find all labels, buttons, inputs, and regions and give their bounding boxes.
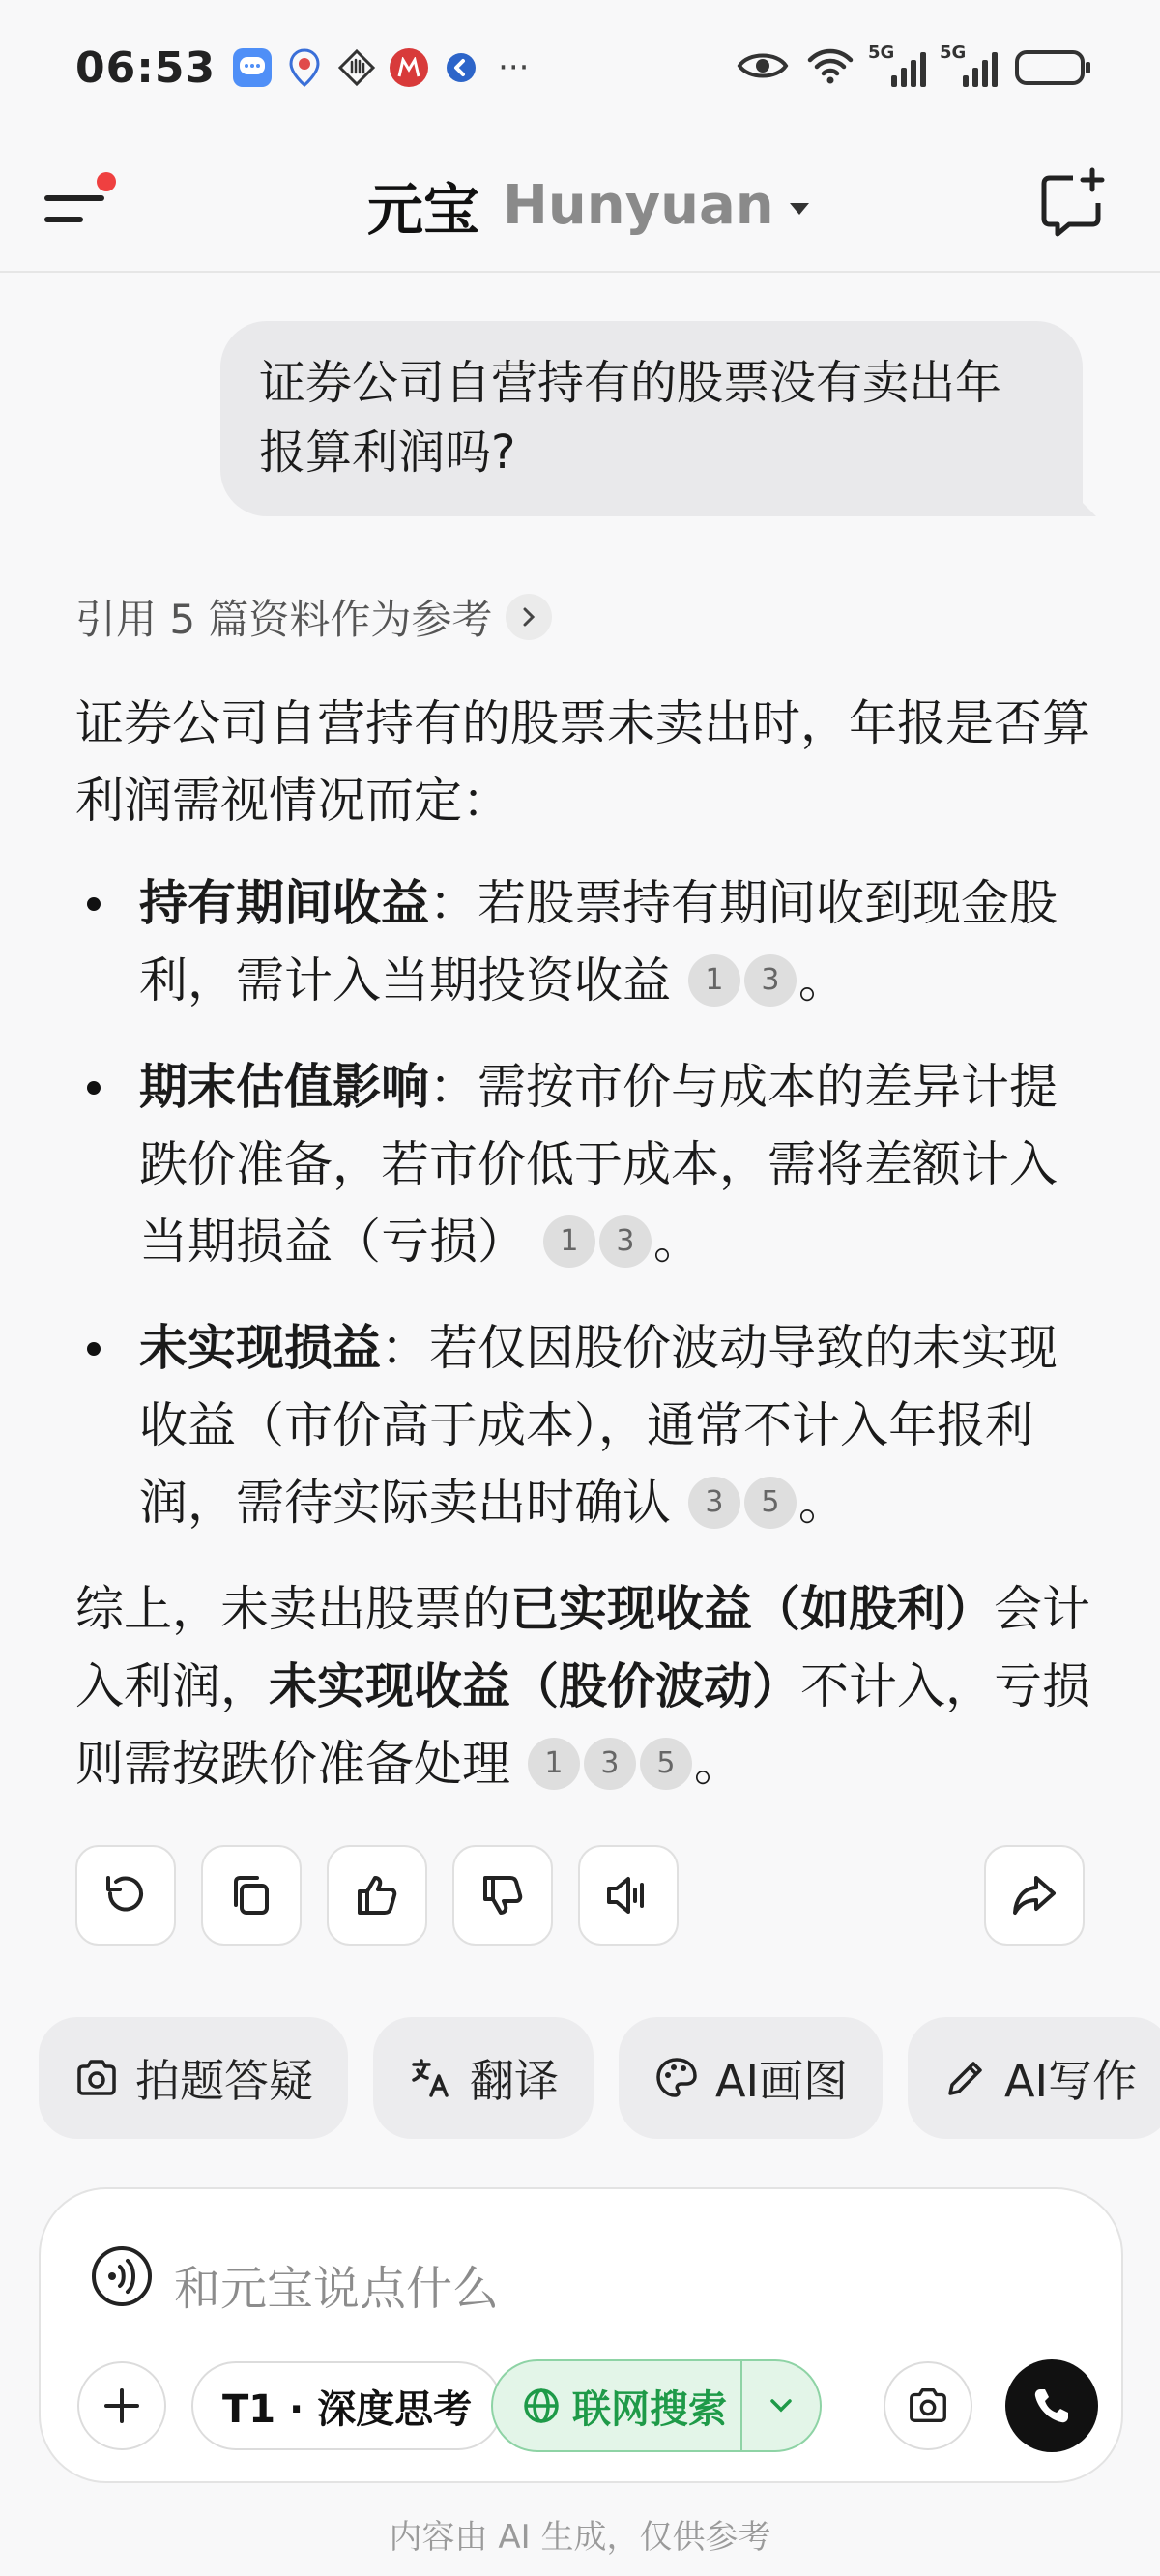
notification-icons [233,48,529,87]
message-app-icon [233,48,272,87]
phone-icon [1030,2385,1073,2427]
references-link[interactable] [75,588,552,646]
chip-ai-writing[interactable] [908,2017,1160,2139]
citation-badge[interactable]: 5 [640,1738,692,1790]
citation-badge[interactable]: 1 [528,1738,580,1790]
citation-badge[interactable]: 3 [584,1738,636,1790]
web-search-dropdown[interactable] [742,2397,820,2415]
translate-icon [408,2055,454,2101]
citation-badge[interactable]: 3 [744,954,797,1007]
message-actions [75,1845,1085,1946]
composer [39,2187,1123,2483]
bullet-text: ：若股票持有期间收到现金股利，需计入当期投资收益 [139,875,1058,1009]
message-input[interactable]: 和元宝说点什么 [174,2262,500,2316]
camera-button[interactable] [884,2361,972,2450]
bullet-end: 。 [798,1475,847,1531]
list-item [75,1048,1090,1280]
citation-badge[interactable]: 1 [543,1215,595,1268]
voice-call-button[interactable] [1005,2359,1098,2452]
ai-disclaimer: 内容由 AI 生成，仅供参考 [389,2518,771,2557]
assistant-answer [75,685,1090,1802]
signal-1-icon: 5G [872,48,926,87]
citation-badge[interactable]: 1 [688,954,740,1007]
summary-text: 不计入，亏损则需按跌价准备处理 [75,1658,1090,1792]
web-search-toggle[interactable] [491,2359,822,2452]
bullet-title: 未实现损益 [139,1320,381,1376]
answer-bullet-list [75,864,1090,1541]
speaker-icon [603,1870,653,1920]
bullet-text: ：需按市价与成本的差异计提跌价准备，若市价低于成本，需将差额计入当期损益（亏损） [139,1059,1058,1270]
summary-text: 会计入利润， [75,1581,1090,1714]
pen-icon [942,2055,989,2101]
summary-bold: 已实现收益（如股利） [510,1581,994,1637]
bank-app-icon [390,48,428,87]
answer-summary [75,1570,1090,1802]
battery-icon [1015,50,1085,85]
chip-photo-question[interactable] [39,2017,348,2139]
web-search-label: 联网搜索 [572,2386,727,2432]
copy-button[interactable] [201,1845,302,1946]
bank2-app-icon [442,48,480,87]
web-search-main[interactable] [493,2379,740,2434]
regenerate-button[interactable] [75,1845,176,1946]
status-bar [0,0,1160,135]
share-button[interactable] [984,1845,1085,1946]
list-item [75,864,1090,1019]
chevron-right-icon [506,594,552,640]
chip-label: 翻译 [470,2055,559,2107]
camera-icon [906,2384,950,2428]
hand-app-icon [337,48,376,87]
deep-think-label: T1 · 深度思考 [222,2386,473,2432]
bullet-title: 期末估值影响 [139,1059,429,1115]
location-app-icon [285,48,324,87]
summary-text: 综上，未卖出股票的 [75,1581,510,1637]
new-chat-icon[interactable] [1034,164,1112,242]
chevron-down-icon [790,203,809,215]
plus-icon [102,2386,141,2425]
chip-label: AI写作 [1004,2055,1138,2107]
voice-input-icon[interactable] [89,2243,155,2313]
chip-ai-drawing[interactable] [619,2017,883,2139]
more-notifications: ··· [498,48,530,87]
notification-dot [97,172,116,191]
quick-action-chips [39,2017,1160,2139]
thumbs-down-icon [478,1870,528,1920]
summary-end: 。 [693,1736,742,1792]
read-aloud-button[interactable] [578,1845,679,1946]
signal-2-icon: 5G [943,48,998,87]
deep-think-toggle[interactable] [191,2361,503,2450]
chip-label: AI画图 [715,2055,849,2107]
app-header [0,135,1160,273]
menu-button[interactable] [43,170,120,238]
bullet-title: 持有期间收益 [139,875,429,931]
chip-label: 拍题答疑 [135,2055,313,2107]
share-icon [1009,1870,1059,1920]
references-label: 引用 5 篇资料作为参考 [75,596,493,643]
system-icons [737,43,1085,89]
summary-bold: 未实现收益（股价波动） [269,1658,800,1714]
wifi-icon [806,46,855,89]
attach-button[interactable] [77,2361,166,2450]
model-name: Hunyuan [503,173,774,237]
regenerate-icon [101,1870,151,1920]
camera-icon [73,2055,120,2101]
chevron-down-icon [768,2397,794,2415]
list-item [75,1309,1090,1541]
citation-badge[interactable]: 3 [599,1215,652,1268]
user-message-bubble[interactable]: 证券公司自营持有的股票没有卖出年报算利润吗? [220,321,1083,516]
bullet-end: 。 [652,1214,702,1270]
copy-icon [226,1870,276,1920]
bullet-end: 。 [798,952,847,1009]
status-time: 06:53 [75,43,217,93]
chip-translate[interactable] [373,2017,594,2139]
eye-icon [737,49,789,86]
dislike-button[interactable] [452,1845,553,1946]
globe-icon [522,2386,561,2425]
citation-badge[interactable]: 5 [744,1477,797,1529]
thumbs-up-icon [352,1870,402,1920]
answer-intro: 证券公司自营持有的股票未卖出时，年报是否算利润需视情况而定： [75,695,1090,829]
like-button[interactable] [327,1845,427,1946]
bullet-text: ：若仅因股价波动导致的未实现收益（市价高于成本），通常不计入年报利润，需待实际卖出时确认 [139,1320,1058,1531]
citation-badge[interactable]: 3 [688,1477,740,1529]
palette-icon [653,2055,700,2101]
model-selector[interactable] [367,164,809,246]
app-title: 元宝 [367,177,480,243]
